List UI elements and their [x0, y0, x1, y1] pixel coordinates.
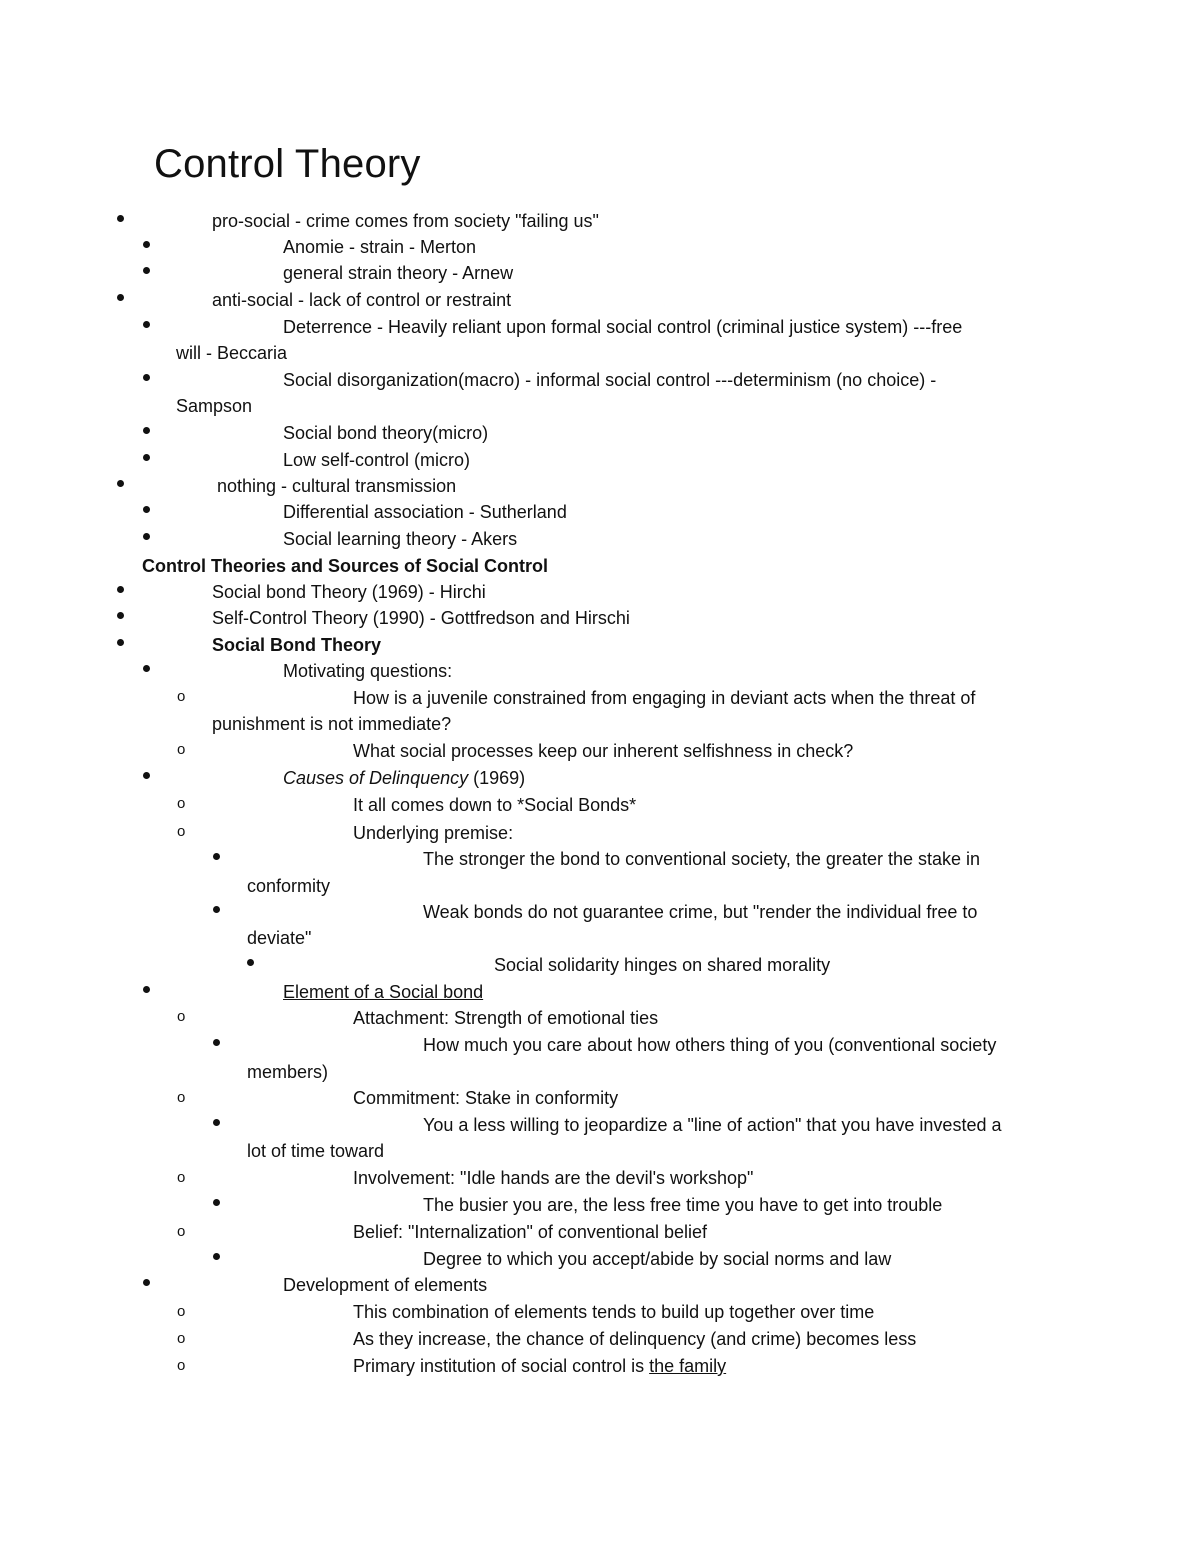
bullet-icon — [117, 639, 124, 646]
bullet-icon — [143, 772, 150, 779]
list-item: general strain theory - Arnew — [283, 263, 514, 283]
list-item-text: Primary institution of social control is — [353, 1356, 650, 1376]
bullet-icon — [143, 321, 150, 328]
circle-bullet-icon: o — [177, 1330, 186, 1347]
list-item: anti-social - lack of control or restraint — [212, 290, 512, 310]
list-item: Anomie - strain - Merton — [283, 237, 477, 257]
list-item: How much you care about how others thing of you (conventional society — [423, 1035, 997, 1055]
bullet-icon — [213, 1119, 220, 1126]
list-item: Low self-control (micro) — [283, 450, 471, 470]
list-item: Social disorganization(macro) - informal social control ---determinism (no choice) - — [283, 370, 937, 390]
circle-bullet-icon: o — [177, 688, 186, 705]
bullet-icon — [213, 1253, 220, 1260]
section-heading: Control Theories and Sources of Social Control — [142, 556, 549, 576]
bullet-icon — [117, 294, 124, 301]
bullet-icon — [143, 374, 150, 381]
list-item: This combination of elements tends to build up together over time — [353, 1302, 875, 1322]
list-item: nothing - cultural transmission — [217, 476, 457, 496]
list-item-bold: Social Bond Theory — [212, 635, 382, 655]
circle-bullet-icon: o — [177, 1089, 186, 1106]
list-item: Commitment: Stake in conformity — [353, 1088, 619, 1108]
bullet-icon — [143, 533, 150, 540]
bullet-icon — [117, 612, 124, 619]
list-item: Social learning theory - Akers — [283, 529, 518, 549]
list-item-continuation: Sampson — [176, 396, 253, 416]
list-item: Self-Control Theory (1990) - Gottfredson and Hirschi — [212, 608, 630, 628]
list-item: Degree to which you accept/abide by social norms and law — [423, 1249, 892, 1269]
bullet-icon — [143, 986, 150, 993]
bullet-icon — [247, 959, 254, 966]
bullet-icon — [143, 454, 150, 461]
list-item: The stronger the bond to conventional society, the greater the stake in — [423, 849, 981, 869]
list-item-continuation: lot of time toward — [247, 1141, 385, 1161]
book-title: Causes of Delinquency — [283, 768, 469, 788]
bullet-icon — [143, 665, 150, 672]
page-title: Control Theory — [154, 142, 421, 186]
list-item: As they increase, the chance of delinquency (and crime) becomes less — [353, 1329, 917, 1349]
bullet-icon — [143, 267, 150, 274]
list-item-continuation: members) — [247, 1062, 329, 1082]
list-item: The busier you are, the less free time you have to get into trouble — [423, 1195, 943, 1215]
bullet-icon — [117, 586, 124, 593]
list-item — [283, 765, 525, 791]
list-item-underlined: Element of a Social bond — [283, 982, 484, 1002]
list-item: You a less willing to jeopardize a "line of action" that you have invested a — [423, 1115, 1002, 1135]
bullet-icon — [143, 1279, 150, 1286]
book-year: (1969) — [468, 768, 526, 788]
list-item — [353, 1353, 726, 1379]
list-item: Attachment: Strength of emotional ties — [353, 1008, 659, 1028]
bullet-icon — [213, 906, 220, 913]
list-item: It all comes down to *Social Bonds* — [353, 795, 637, 815]
list-item: Social bond theory(micro) — [283, 423, 489, 443]
circle-bullet-icon: o — [177, 823, 186, 840]
list-item-continuation: conformity — [247, 876, 331, 896]
list-item: Social solidarity hinges on shared morality — [494, 955, 831, 975]
circle-bullet-icon: o — [177, 1169, 186, 1186]
circle-bullet-icon: o — [177, 1303, 186, 1320]
list-item: Differential association - Sutherland — [283, 502, 567, 522]
circle-bullet-icon: o — [177, 741, 186, 758]
circle-bullet-icon: o — [177, 1357, 186, 1374]
bullet-icon — [213, 1199, 220, 1206]
list-item: pro-social - crime comes from society "failing us" — [212, 211, 599, 231]
underlined-phrase: the family — [649, 1356, 727, 1376]
list-item: What social processes keep our inherent selfishness in check? — [353, 741, 854, 761]
circle-bullet-icon: o — [177, 1008, 186, 1025]
bullet-icon — [143, 427, 150, 434]
list-item-continuation: will - Beccaria — [176, 343, 288, 363]
list-item-continuation: deviate" — [247, 928, 312, 948]
bullet-icon — [117, 480, 124, 487]
list-item: Deterrence - Heavily reliant upon formal social control (criminal justice system) ---free — [283, 317, 963, 337]
bullet-icon — [117, 215, 124, 222]
bullet-icon — [143, 506, 150, 513]
list-item: How is a juvenile constrained from engaging in deviant acts when the threat of — [353, 688, 976, 708]
list-item: Underlying premise: — [353, 823, 514, 843]
bullet-icon — [213, 1039, 220, 1046]
bullet-icon — [213, 853, 220, 860]
list-item: Social bond Theory (1969) - Hirchi — [212, 582, 486, 602]
list-item: Development of elements — [283, 1275, 488, 1295]
circle-bullet-icon: o — [177, 1223, 186, 1240]
list-item: Weak bonds do not guarantee crime, but "render the individual free to — [423, 902, 978, 922]
list-item: Involvement: "Idle hands are the devil's workshop" — [353, 1168, 754, 1188]
list-item: Motivating questions: — [283, 661, 453, 681]
list-item-continuation: punishment is not immediate? — [212, 714, 452, 734]
bullet-icon — [143, 241, 150, 248]
list-item: Belief: "Internalization" of conventional belief — [353, 1222, 707, 1242]
circle-bullet-icon: o — [177, 795, 186, 812]
